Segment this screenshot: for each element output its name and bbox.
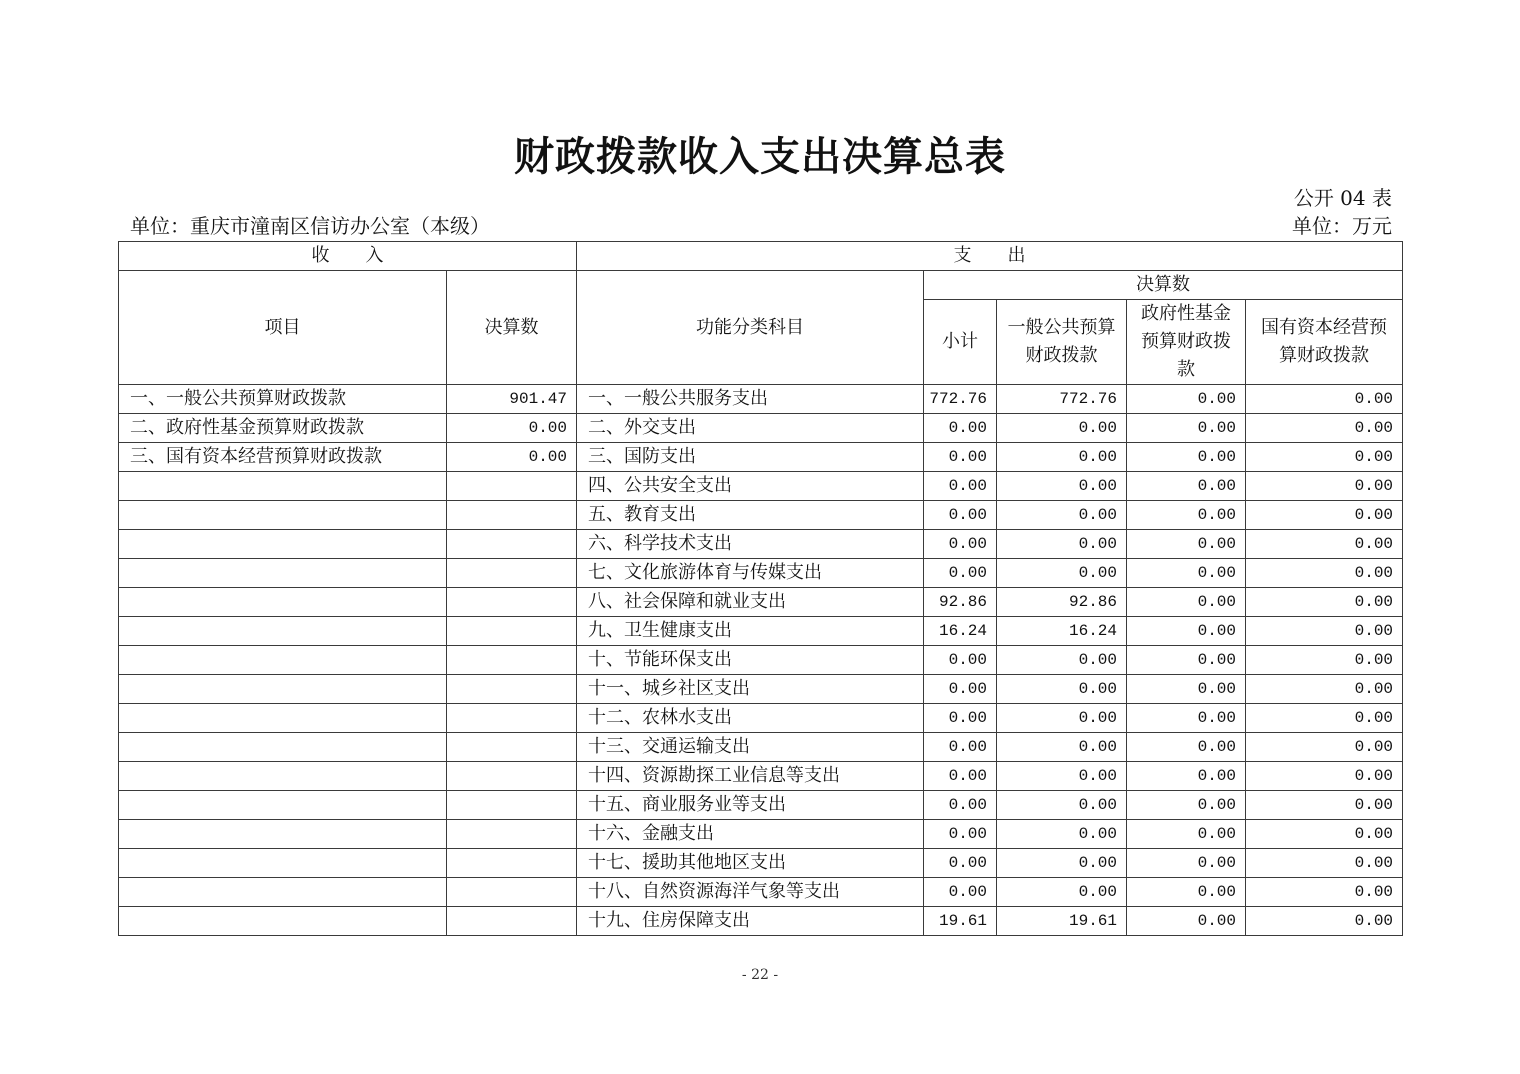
header-state-capital: 国有资本经营预算财政拨款 [1246, 300, 1403, 385]
income-amount [447, 472, 577, 501]
table-row [119, 472, 1403, 501]
table-row [119, 588, 1403, 617]
subtotal-amount: 0.00 [924, 791, 997, 820]
table-row [119, 530, 1403, 559]
general-budget-amount: 16.24 [997, 617, 1127, 646]
income-amount [447, 878, 577, 907]
income-item [119, 820, 447, 849]
gov-fund-amount: 0.00 [1127, 878, 1246, 907]
general-budget-amount: 0.00 [997, 646, 1127, 675]
income-item [119, 472, 447, 501]
income-item [119, 675, 447, 704]
gov-fund-amount: 0.00 [1127, 820, 1246, 849]
general-budget-amount: 0.00 [997, 414, 1127, 443]
gov-fund-amount: 0.00 [1127, 704, 1246, 733]
income-amount [447, 762, 577, 791]
gov-fund-amount: 0.00 [1127, 617, 1246, 646]
income-item: 二、政府性基金预算财政拨款 [119, 414, 447, 443]
subtotal-amount: 19.61 [924, 907, 997, 936]
state-capital-amount: 0.00 [1246, 559, 1403, 588]
table-row [119, 849, 1403, 878]
income-item [119, 704, 447, 733]
gov-fund-amount: 0.00 [1127, 559, 1246, 588]
table-body [119, 385, 1403, 936]
expense-item: 十六、金融支出 [577, 820, 924, 849]
gov-fund-amount: 0.00 [1127, 733, 1246, 762]
state-capital-amount: 0.00 [1246, 878, 1403, 907]
expense-item: 十八、自然资源海洋气象等支出 [577, 878, 924, 907]
gov-fund-amount: 0.00 [1127, 791, 1246, 820]
table-row [119, 559, 1403, 588]
income-amount [447, 791, 577, 820]
general-budget-amount: 0.00 [997, 472, 1127, 501]
header-item: 项目 [119, 271, 447, 385]
subtotal-amount: 0.00 [924, 559, 997, 588]
header-row [119, 271, 1403, 300]
table-row [119, 675, 1403, 704]
expense-item: 八、社会保障和就业支出 [577, 588, 924, 617]
subtotal-amount: 0.00 [924, 414, 997, 443]
income-item [119, 501, 447, 530]
state-capital-amount: 0.00 [1246, 472, 1403, 501]
state-capital-amount: 0.00 [1246, 646, 1403, 675]
table-row [119, 878, 1403, 907]
expense-item: 十二、农林水支出 [577, 704, 924, 733]
subtotal-amount: 0.00 [924, 704, 997, 733]
expense-item: 一、一般公共服务支出 [577, 385, 924, 414]
gov-fund-amount: 0.00 [1127, 588, 1246, 617]
general-budget-amount: 92.86 [997, 588, 1127, 617]
header-expense: 支 出 [577, 242, 1403, 271]
subtotal-amount: 92.86 [924, 588, 997, 617]
income-item [119, 733, 447, 762]
general-budget-amount: 0.00 [997, 501, 1127, 530]
state-capital-amount: 0.00 [1246, 443, 1403, 472]
subtotal-amount: 0.00 [924, 530, 997, 559]
gov-fund-amount: 0.00 [1127, 501, 1246, 530]
subtotal-amount: 0.00 [924, 675, 997, 704]
table-row [119, 385, 1403, 414]
header-function-category: 功能分类科目 [577, 271, 924, 385]
table-row [119, 762, 1403, 791]
income-amount: 0.00 [447, 443, 577, 472]
gov-fund-amount: 0.00 [1127, 385, 1246, 414]
state-capital-amount: 0.00 [1246, 530, 1403, 559]
page-number: - 22 - [741, 967, 779, 983]
state-capital-amount: 0.00 [1246, 791, 1403, 820]
gov-fund-amount: 0.00 [1127, 414, 1246, 443]
income-amount [447, 501, 577, 530]
expense-item: 十一、城乡社区支出 [577, 675, 924, 704]
expense-item: 五、教育支出 [577, 501, 924, 530]
income-item [119, 530, 447, 559]
gov-fund-amount: 0.00 [1127, 443, 1246, 472]
subtotal-amount: 0.00 [924, 646, 997, 675]
gov-fund-amount: 0.00 [1127, 530, 1246, 559]
income-item [119, 791, 447, 820]
gov-fund-amount: 0.00 [1127, 675, 1246, 704]
table-row [119, 443, 1403, 472]
table-header [119, 242, 1403, 385]
state-capital-amount: 0.00 [1246, 704, 1403, 733]
general-budget-amount: 772.76 [997, 385, 1127, 414]
unit-currency: 单位：万元 [1292, 214, 1392, 238]
state-capital-amount: 0.00 [1246, 501, 1403, 530]
table-row [119, 733, 1403, 762]
header-income-amount: 决算数 [447, 271, 577, 385]
gov-fund-amount: 0.00 [1127, 907, 1246, 936]
general-budget-amount: 0.00 [997, 443, 1127, 472]
income-amount [447, 588, 577, 617]
general-budget-amount: 0.00 [997, 530, 1127, 559]
header-row [119, 242, 1403, 271]
table-row [119, 646, 1403, 675]
expense-item: 四、公共安全支出 [577, 472, 924, 501]
expense-item: 十四、资源勘探工业信息等支出 [577, 762, 924, 791]
general-budget-amount: 0.00 [997, 675, 1127, 704]
income-item [119, 878, 447, 907]
income-item [119, 646, 447, 675]
income-item [119, 559, 447, 588]
income-amount [447, 675, 577, 704]
subtotal-amount: 0.00 [924, 878, 997, 907]
income-amount [447, 530, 577, 559]
income-amount [447, 646, 577, 675]
general-budget-amount: 0.00 [997, 791, 1127, 820]
state-capital-amount: 0.00 [1246, 588, 1403, 617]
table-row [119, 704, 1403, 733]
finance-table [118, 241, 1403, 936]
expense-item: 七、文化旅游体育与传媒支出 [577, 559, 924, 588]
expense-item: 十七、援助其他地区支出 [577, 849, 924, 878]
subtotal-amount: 0.00 [924, 733, 997, 762]
table-row [119, 907, 1403, 936]
state-capital-amount: 0.00 [1246, 733, 1403, 762]
expense-item: 三、国防支出 [577, 443, 924, 472]
general-budget-amount: 0.00 [997, 820, 1127, 849]
state-capital-amount: 0.00 [1246, 675, 1403, 704]
income-item [119, 849, 447, 878]
income-item [119, 617, 447, 646]
header-gov-fund: 政府性基金预算财政拨款 [1127, 300, 1246, 385]
expense-item: 十、节能环保支出 [577, 646, 924, 675]
income-amount [447, 704, 577, 733]
gov-fund-amount: 0.00 [1127, 849, 1246, 878]
subtotal-amount: 0.00 [924, 443, 997, 472]
subtotal-amount: 0.00 [924, 501, 997, 530]
general-budget-amount: 0.00 [997, 559, 1127, 588]
subtotal-amount: 0.00 [924, 762, 997, 791]
subtotal-amount: 16.24 [924, 617, 997, 646]
state-capital-amount: 0.00 [1246, 385, 1403, 414]
subtotal-amount: 0.00 [924, 820, 997, 849]
general-budget-amount: 0.00 [997, 733, 1127, 762]
income-amount: 901.47 [447, 385, 577, 414]
income-amount [447, 907, 577, 936]
expense-item: 九、卫生健康支出 [577, 617, 924, 646]
table-row [119, 501, 1403, 530]
header-general-budget: 一般公共预算财政拨款 [997, 300, 1127, 385]
income-amount [447, 559, 577, 588]
state-capital-amount: 0.00 [1246, 414, 1403, 443]
income-amount [447, 849, 577, 878]
header-final-amount: 决算数 [924, 271, 1403, 300]
general-budget-amount: 19.61 [997, 907, 1127, 936]
subtotal-amount: 0.00 [924, 472, 997, 501]
income-amount [447, 617, 577, 646]
table-row [119, 820, 1403, 849]
expense-item: 六、科学技术支出 [577, 530, 924, 559]
state-capital-amount: 0.00 [1246, 907, 1403, 936]
state-capital-amount: 0.00 [1246, 820, 1403, 849]
gov-fund-amount: 0.00 [1127, 762, 1246, 791]
income-item: 一、一般公共预算财政拨款 [119, 385, 447, 414]
income-item [119, 762, 447, 791]
table-row [119, 791, 1403, 820]
general-budget-amount: 0.00 [997, 849, 1127, 878]
document-title: 财政拨款收入支出决算总表 [514, 133, 1006, 180]
expense-item: 二、外交支出 [577, 414, 924, 443]
gov-fund-amount: 0.00 [1127, 472, 1246, 501]
expense-item: 十九、住房保障支出 [577, 907, 924, 936]
form-code: 公开 04 表 [1293, 186, 1392, 210]
header-income: 收 入 [119, 242, 577, 271]
gov-fund-amount: 0.00 [1127, 646, 1246, 675]
general-budget-amount: 0.00 [997, 762, 1127, 791]
income-item [119, 907, 447, 936]
unit-organization: 单位：重庆市潼南区信访办公室（本级） [130, 214, 490, 238]
header-subtotal: 小计 [924, 300, 997, 385]
general-budget-amount: 0.00 [997, 704, 1127, 733]
table-row [119, 617, 1403, 646]
income-amount [447, 733, 577, 762]
income-item [119, 588, 447, 617]
state-capital-amount: 0.00 [1246, 617, 1403, 646]
state-capital-amount: 0.00 [1246, 762, 1403, 791]
general-budget-amount: 0.00 [997, 878, 1127, 907]
subtotal-amount: 772.76 [924, 385, 997, 414]
table-row [119, 414, 1403, 443]
expense-item: 十五、商业服务业等支出 [577, 791, 924, 820]
income-amount [447, 820, 577, 849]
income-item: 三、国有资本经营预算财政拨款 [119, 443, 447, 472]
expense-item: 十三、交通运输支出 [577, 733, 924, 762]
income-amount: 0.00 [447, 414, 577, 443]
state-capital-amount: 0.00 [1246, 849, 1403, 878]
subtotal-amount: 0.00 [924, 849, 997, 878]
